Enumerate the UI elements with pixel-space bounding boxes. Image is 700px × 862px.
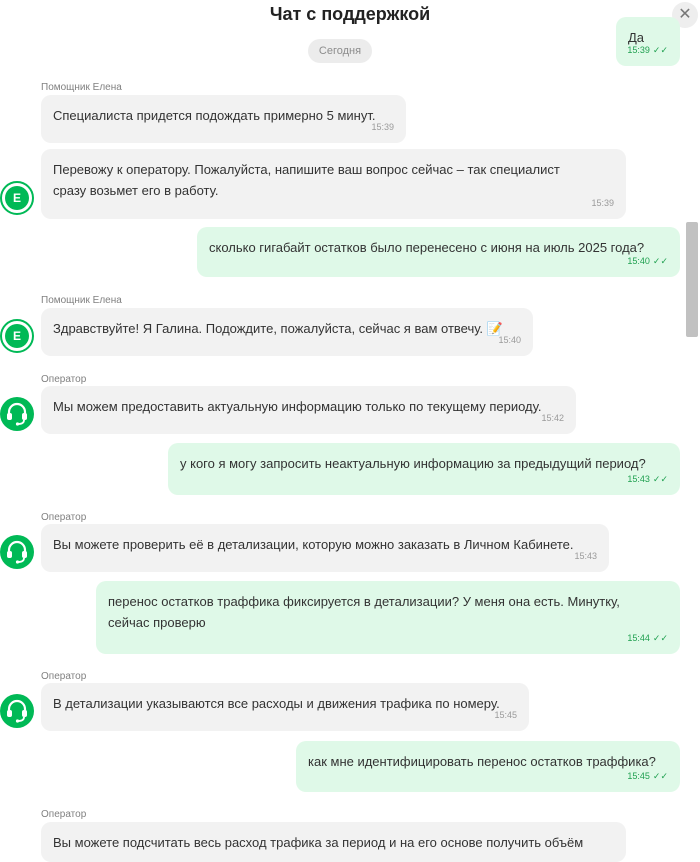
outgoing-message xyxy=(96,581,680,654)
outgoing-message xyxy=(197,227,680,277)
headset-icon xyxy=(0,397,34,431)
chat-header xyxy=(0,0,700,30)
close-icon: ✕ xyxy=(678,6,692,23)
sender-name: Оператор xyxy=(41,671,87,682)
scrollbar[interactable] xyxy=(684,30,700,845)
assistant-avatar-letter: Е xyxy=(5,186,29,210)
sender-name: Оператор xyxy=(41,374,87,385)
read-ticks-icon: ✓✓ xyxy=(652,474,668,484)
read-ticks-icon: ✓✓ xyxy=(652,771,668,781)
assistant-avatar xyxy=(0,319,34,353)
incoming-message xyxy=(41,683,529,731)
read-ticks-icon: ✓✓ xyxy=(652,45,668,55)
message-time: 15:39 ✓✓ xyxy=(627,45,668,55)
scrollbar-thumb[interactable] xyxy=(686,222,698,337)
chat-title: Чат с поддержкой xyxy=(269,4,431,24)
message-time: 15:42 xyxy=(541,413,564,423)
sender-name: Оператор xyxy=(41,512,87,523)
sender-name: Помощник Елена xyxy=(41,82,122,93)
message-text: Вы можете подсчитать весь расход трафика за период и на его основе получить объём xyxy=(53,835,584,850)
date-separator: Сегодня xyxy=(308,39,372,63)
message-text: перенос остатков траффика фиксируется в детализации? У меня она есть. Минутку, сейчас проверю xyxy=(108,594,620,630)
message-text: как мне идентифицировать перенос остатков траффика? xyxy=(308,754,656,769)
assistant-avatar xyxy=(0,181,34,215)
outgoing-message xyxy=(168,443,680,495)
message-text: сколько гигабайт остатков было перенесено с июня на июль 2025 года? xyxy=(209,240,645,255)
message-time: 15:45 ✓✓ xyxy=(627,771,668,781)
incoming-message xyxy=(41,386,576,434)
message-time: 15:43 ✓✓ xyxy=(627,474,668,484)
read-ticks-icon: ✓✓ xyxy=(652,633,668,643)
operator-avatar xyxy=(0,694,34,728)
incoming-message xyxy=(41,308,533,356)
operator-avatar xyxy=(0,535,34,569)
read-ticks-icon: ✓✓ xyxy=(652,256,668,266)
message-text: Вы можете проверить её в детализации, которую можно заказать в Личном Кабинете. xyxy=(53,537,574,552)
message-time: 15:40 xyxy=(498,335,521,345)
outgoing-message xyxy=(296,741,680,792)
message-time: 15:44 ✓✓ xyxy=(627,633,668,643)
incoming-message xyxy=(41,95,406,143)
message-text: Да xyxy=(628,30,645,45)
incoming-message xyxy=(41,524,609,572)
assistant-avatar-letter: Е xyxy=(5,324,29,348)
message-text: Здравствуйте! Я Галина. Подождите, пожалуйста, сейчас я вам отвечу. 📝 xyxy=(53,321,503,336)
outgoing-message xyxy=(616,17,680,66)
message-text: у кого я могу запросить неактуальную информацию за предыдущий период? xyxy=(180,456,646,471)
message-text: Перевожу к оператору. Пожалуйста, напишите ваш вопрос сейчас – так специалист сразу возьмет его в работу. xyxy=(53,162,560,198)
message-time: 15:40 ✓✓ xyxy=(627,256,668,266)
incoming-message xyxy=(41,822,626,862)
operator-avatar xyxy=(0,397,34,431)
message-time: 15:39 xyxy=(371,122,394,132)
sender-name: Помощник Елена xyxy=(41,295,122,306)
incoming-message xyxy=(41,149,626,219)
message-time: 15:39 xyxy=(591,198,614,208)
sender-name: Оператор xyxy=(41,809,87,820)
message-text: В детализации указываются все расходы и движения трафика по номеру. xyxy=(53,696,500,711)
headset-icon xyxy=(0,694,34,728)
message-text: Специалиста придется подождать примерно 5 минут. xyxy=(53,108,376,123)
message-time: 15:43 xyxy=(574,551,597,561)
message-time: 15:45 xyxy=(494,710,517,720)
headset-icon xyxy=(0,535,34,569)
message-text: Мы можем предоставить актуальную информацию только по текущему периоду. xyxy=(53,399,542,414)
